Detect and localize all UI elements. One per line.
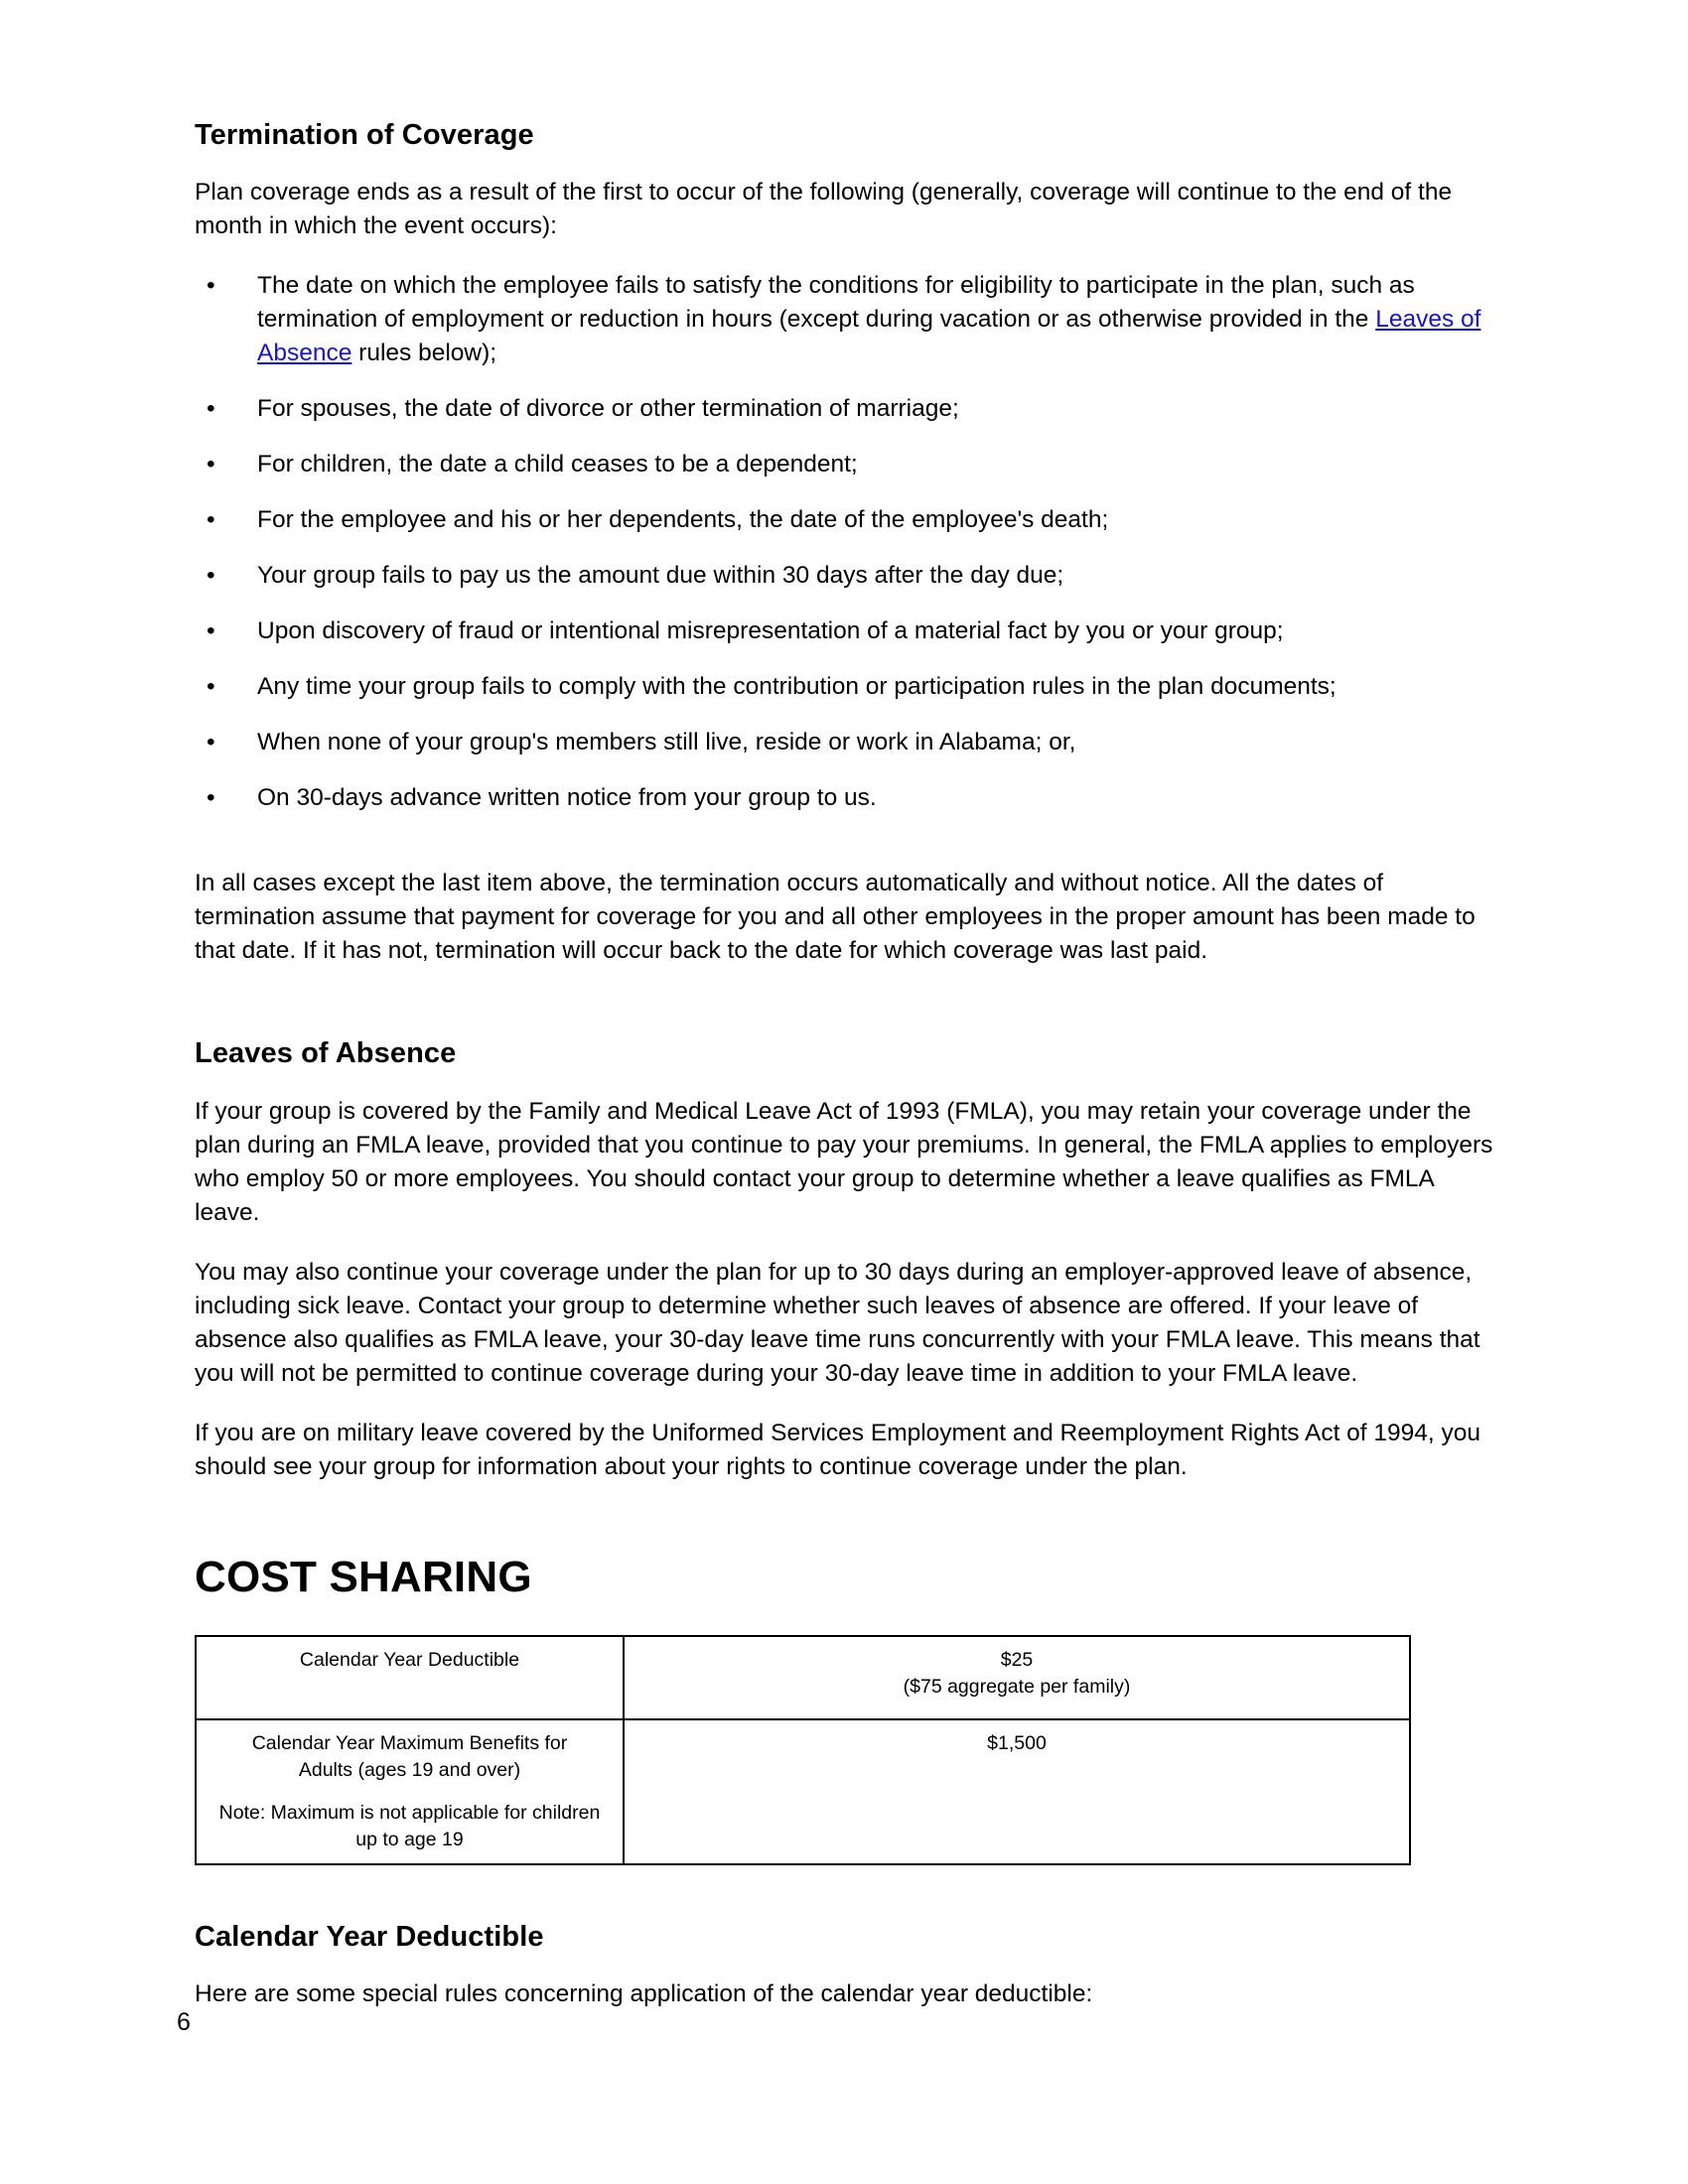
cell-line: $1,500: [987, 1732, 1047, 1755]
termination-closing-paragraph: In all cases except the last item above, the termination occurs automatically and without notice. All the dates of termination assume that payment for coverage for you and all other employees in the proper amount has been made to that date. If it has not, termination will occur back to the date for which coverage was last paid.: [195, 870, 1476, 965]
list-item: [195, 614, 1495, 648]
page-number: 6: [177, 2008, 191, 2036]
spacer: [195, 994, 1495, 1037]
spacer: [195, 1865, 1495, 1921]
cell-line: Adults (ages 19 and over): [298, 1759, 521, 1782]
cost-sharing-table: [195, 1635, 1411, 1865]
leaves-paragraph-2: You may also continue your coverage under the plan for up to 30 days during an employer-approved leave of absence, including sick leave. Contact your group to determine whether such leaves of absence are offered. If your leave of absence also qualifies as FMLA leave, your 30-day leave time runs concurrently with your FMLA leave. This means that you will not be permitted to continue coverage during your 30-day leave time in addition to your FMLA leave.: [195, 1258, 1480, 1387]
list-item: [195, 781, 1495, 815]
leaves-of-absence-link[interactable]: Leaves of Absence: [257, 306, 1481, 367]
bullet-text: Upon discovery of fraud or intentional misrepresentation of a material fact by you or your group;: [257, 617, 1284, 645]
bullet-dot-icon: •: [207, 562, 215, 590]
cell-line: $25: [1000, 1649, 1034, 1672]
table-cell-value: [624, 1719, 1410, 1864]
list-item: [195, 559, 1495, 593]
table-row: [196, 1719, 1410, 1864]
bullet-text: When none of your group's members still live, reside or work in Alabama; or,: [257, 729, 1076, 756]
list-item: [195, 448, 1495, 481]
leaves-of-absence-heading: Leaves of Absence: [195, 1037, 457, 1070]
bullet-dot-icon: •: [207, 617, 215, 645]
cell-note: Note: Maximum is not applicable for children up to age 19: [218, 1802, 601, 1851]
bullet-dot-icon: •: [207, 784, 215, 812]
table-cell-label: [196, 1636, 624, 1719]
calendar-year-deductible-intro: Here are some special rules concerning application of the calendar year deductible:: [195, 1980, 1093, 2008]
table-row: [196, 1636, 1410, 1719]
list-item: [195, 726, 1495, 759]
bullet-text: On 30-days advance written notice from your group to us.: [257, 784, 877, 812]
cost-sharing-heading: COST SHARING: [195, 1552, 532, 1601]
bullet-dot-icon: •: [207, 395, 215, 423]
list-item: [195, 503, 1495, 537]
termination-bullet-list: [195, 269, 1495, 815]
list-item: [195, 269, 1495, 370]
bullet-text: For spouses, the date of divorce or other termination of marriage;: [257, 395, 959, 423]
cell-line: ($75 aggregate per family): [903, 1676, 1131, 1699]
bullet-dot-icon: •: [207, 272, 215, 300]
list-item: [195, 670, 1495, 704]
spacer: [195, 1510, 1495, 1554]
bullet-text: For the employee and his or her dependents, the date of the employee's death;: [257, 506, 1109, 534]
bullet-text: For children, the date a child ceases to be a dependent;: [257, 451, 858, 478]
bullet-dot-icon: •: [207, 673, 215, 701]
bullet-text-after: rules below);: [352, 340, 497, 367]
table-cell-label: [196, 1719, 624, 1864]
calendar-year-deductible-heading: Calendar Year Deductible: [195, 1921, 544, 1954]
cell-line: Calendar Year Deductible: [299, 1649, 520, 1672]
spacer: [195, 841, 1495, 867]
list-item: [195, 392, 1495, 426]
bullet-dot-icon: •: [207, 506, 215, 534]
termination-intro-paragraph: Plan coverage ends as a result of the first to occur of the following (generally, coverage will continue to the end of the month in which the event occurs):: [195, 179, 1453, 240]
bullet-text: Any time your group fails to comply with the contribution or participation rules in the plan documents;: [257, 673, 1336, 701]
table-cell-value: [624, 1636, 1410, 1719]
bullet-dot-icon: •: [207, 451, 215, 478]
termination-of-coverage-heading: Termination of Coverage: [195, 119, 534, 151]
bullet-text-before: The date on which the employee fails to satisfy the conditions for eligibility to participate in the plan, such as termination of employment or reduction in hours (except during vacation or as otherwise provided in the: [257, 272, 1415, 334]
leaves-paragraph-3: If you are on military leave covered by the Uniformed Services Employment and Reemployment Rights Act of 1994, you should see your group for information about your rights to continue coverage under the plan.: [195, 1419, 1481, 1480]
page-content: [195, 119, 1495, 2037]
cell-line: Calendar Year Maximum Benefits for: [251, 1732, 568, 1755]
leaves-paragraph-1: If your group is covered by the Family and Medical Leave Act of 1993 (FMLA), you may retain your coverage under the plan during an FMLA leave, provided that you continue to pay your premiums. In general, the FMLA applies to employers who employ 50 or more employees. You should contact your group to determine whether a leave qualifies as FMLA leave.: [195, 1097, 1493, 1226]
bullet-text: Your group fails to pay us the amount due within 30 days after the day due;: [257, 562, 1064, 590]
bullet-dot-icon: •: [207, 729, 215, 756]
